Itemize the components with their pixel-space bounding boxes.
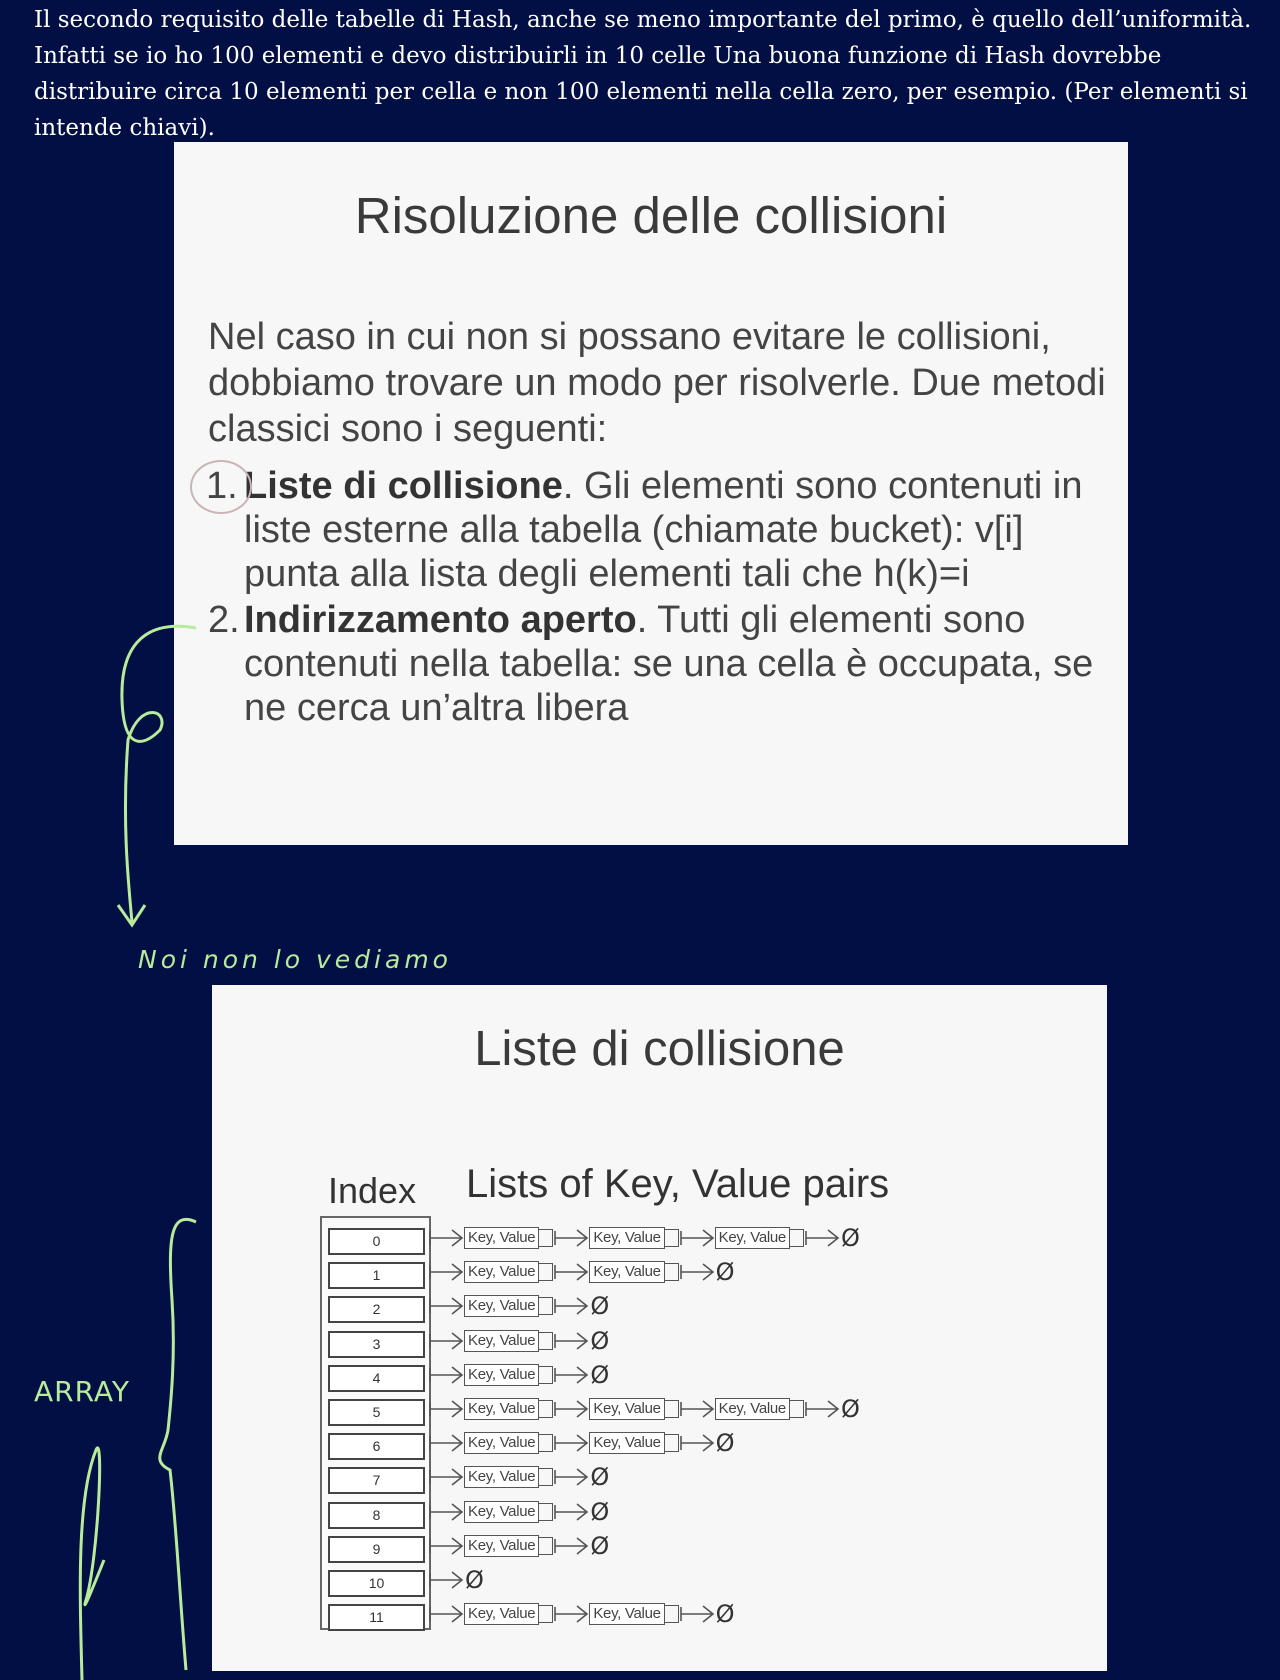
key-value-node: Key, Value (464, 1466, 539, 1488)
intro-paragraph: Il secondo requisito delle tabelle di Hash, anche se meno importante del primo, è quello dell’uniformità. Infatti se io ho 100 elementi e devo distribuirli in 10 celle Una buona funzione di Hash dovrebbe distribuire circa 10 elementi per cella e non 100 elementi nella cella zero, per esempio. (Per elementi si intende chiavi). (34, 7, 1252, 141)
null-terminator: Ø (590, 1497, 610, 1526)
hand-brace (160, 1219, 196, 1670)
null-terminator: Ø (465, 1566, 484, 1594)
arrow-icon (428, 1501, 464, 1523)
next-pointer-box (790, 1400, 804, 1418)
arrow-icon (428, 1261, 464, 1283)
key-value-node: Key, Value (464, 1603, 539, 1625)
next-pointer-box (539, 1468, 553, 1486)
next-pointer-box (539, 1503, 553, 1521)
index-cell: 3 (328, 1331, 425, 1358)
key-value-node: Key, Value (464, 1261, 539, 1283)
arrow-icon (428, 1398, 464, 1420)
arrow-icon (428, 1432, 464, 1454)
method-number: 2. (208, 599, 240, 641)
next-pointer-box (665, 1263, 679, 1281)
arrow-icon (679, 1261, 715, 1283)
bucket-list-row (428, 1601, 735, 1627)
bucket-list-row (428, 1533, 609, 1559)
key-value-node: Key, Value (589, 1398, 664, 1420)
index-cell: 7 (328, 1467, 425, 1494)
arrow-icon (553, 1501, 589, 1523)
next-pointer-box (539, 1366, 553, 1384)
arrow-icon (428, 1569, 464, 1591)
arrow-icon (553, 1261, 589, 1283)
index-array (320, 1216, 431, 1630)
index-cell: 11 (328, 1604, 425, 1631)
arrow-icon (428, 1535, 464, 1557)
next-pointer-box (665, 1229, 679, 1247)
arrow-icon (428, 1603, 464, 1625)
bucket-list-row (428, 1328, 609, 1354)
null-terminator: Ø (590, 1531, 610, 1560)
bucket-list-row (428, 1464, 609, 1490)
next-pointer-box (665, 1400, 679, 1418)
index-cell: 2 (328, 1296, 425, 1323)
bucket-list-row (428, 1225, 860, 1251)
slide2-title: Liste di collisione (474, 1022, 845, 1076)
index-cell: 6 (328, 1433, 425, 1460)
index-cell: 1 (328, 1262, 425, 1289)
null-terminator: Ø (840, 1395, 860, 1423)
null-terminator: Ø (590, 1360, 610, 1389)
next-pointer-box (539, 1297, 553, 1315)
bucket-list-row (428, 1362, 609, 1388)
key-value-node: Key, Value (715, 1398, 790, 1420)
index-header: Index (328, 1170, 417, 1211)
arrow-icon (804, 1227, 840, 1249)
bucket-list-row (428, 1259, 735, 1285)
key-value-node: Key, Value (589, 1432, 664, 1454)
next-pointer-box (539, 1263, 553, 1281)
arrow-icon (804, 1398, 840, 1420)
method-text: . Gli elementi sono contenuti in liste esterne alla tabella (chiamate bucket): v[i] punta alla lista degli elementi tali che h(k)=i (244, 465, 1083, 595)
methods-list (208, 464, 1108, 732)
index-cell: 5 (328, 1399, 425, 1426)
arrow-icon (553, 1432, 589, 1454)
arrow-icon (428, 1364, 464, 1386)
arrow-icon (553, 1295, 589, 1317)
method-term: Indirizzamento aperto (244, 599, 637, 641)
next-pointer-box (539, 1537, 553, 1555)
arrow-icon (553, 1330, 589, 1352)
arrow-icon (553, 1603, 589, 1625)
next-pointer-box (665, 1605, 679, 1623)
next-pointer-box (790, 1229, 804, 1247)
arrow-icon (428, 1330, 464, 1352)
next-pointer-box (539, 1400, 553, 1418)
method-item-1 (208, 464, 1108, 596)
null-terminator: Ø (590, 1326, 610, 1355)
index-cell: 4 (328, 1365, 425, 1392)
hand-loop (80, 1448, 104, 1680)
key-value-node: Key, Value (464, 1227, 539, 1249)
handwritten-note-not-covered: Noi non lo vediamo (138, 945, 452, 974)
bucket-list-row (428, 1293, 609, 1319)
key-value-node: Key, Value (589, 1603, 664, 1625)
next-pointer-box (539, 1605, 553, 1623)
null-terminator: Ø (715, 1429, 735, 1458)
slide-collision-lists (212, 985, 1107, 1671)
null-terminator: Ø (590, 1463, 610, 1492)
bucket-list-row (428, 1396, 860, 1422)
arrow-icon (428, 1295, 464, 1317)
method-term: Liste di collisione (244, 465, 563, 507)
arrow-icon (679, 1432, 715, 1454)
arrow-icon (553, 1466, 589, 1488)
arrow-icon (679, 1603, 715, 1625)
next-pointer-box (539, 1229, 553, 1247)
lists-header: Lists of Key, Value pairs (466, 1162, 890, 1206)
index-cell: 10 (328, 1570, 425, 1597)
next-pointer-box (665, 1434, 679, 1452)
key-value-node: Key, Value (464, 1364, 539, 1386)
null-terminator: Ø (715, 1600, 735, 1629)
null-terminator: Ø (840, 1224, 860, 1252)
arrow-icon (428, 1466, 464, 1488)
bucket-list-row (428, 1499, 609, 1525)
key-value-node: Key, Value (464, 1295, 539, 1317)
hand-arrow-head (118, 905, 145, 925)
index-cell: 9 (328, 1536, 425, 1563)
index-cell: 0 (328, 1228, 425, 1255)
arrow-icon (553, 1364, 589, 1386)
next-pointer-box (539, 1434, 553, 1452)
arrow-icon (679, 1227, 715, 1249)
arrow-icon (553, 1535, 589, 1557)
method-text: . Tutti gli elementi sono contenuti nella tabella: se una cella è occupata, se ne cerca un’altra libera (244, 599, 1094, 729)
key-value-node: Key, Value (589, 1227, 664, 1249)
slide1-title: Risoluzione delle collisioni (354, 187, 948, 244)
arrow-icon (553, 1227, 589, 1249)
key-value-node: Key, Value (589, 1261, 664, 1283)
bucket-list-row (428, 1567, 484, 1593)
null-terminator: Ø (590, 1292, 610, 1321)
method-item-2 (208, 598, 1108, 730)
null-terminator: Ø (715, 1258, 735, 1287)
method-number: 1. (206, 465, 238, 507)
next-pointer-box (539, 1332, 553, 1350)
handwritten-array-label: ARRAY (34, 1375, 131, 1408)
index-cell: 8 (328, 1502, 425, 1529)
key-value-node: Key, Value (464, 1501, 539, 1523)
key-value-node: Key, Value (464, 1398, 539, 1420)
bucket-list-row (428, 1430, 735, 1456)
arrow-icon (553, 1398, 589, 1420)
arrow-icon (428, 1227, 464, 1249)
slide1-body: Nel caso in cui non si possano evitare le collisioni, dobbiamo trovare un modo per risolverle. Due metodi classici sono i seguenti: (208, 316, 1106, 450)
key-value-node: Key, Value (715, 1227, 790, 1249)
key-value-node: Key, Value (464, 1535, 539, 1557)
arrow-icon (679, 1398, 715, 1420)
key-value-node: Key, Value (464, 1432, 539, 1454)
key-value-node: Key, Value (464, 1330, 539, 1352)
slide-collision-resolution (174, 142, 1128, 845)
